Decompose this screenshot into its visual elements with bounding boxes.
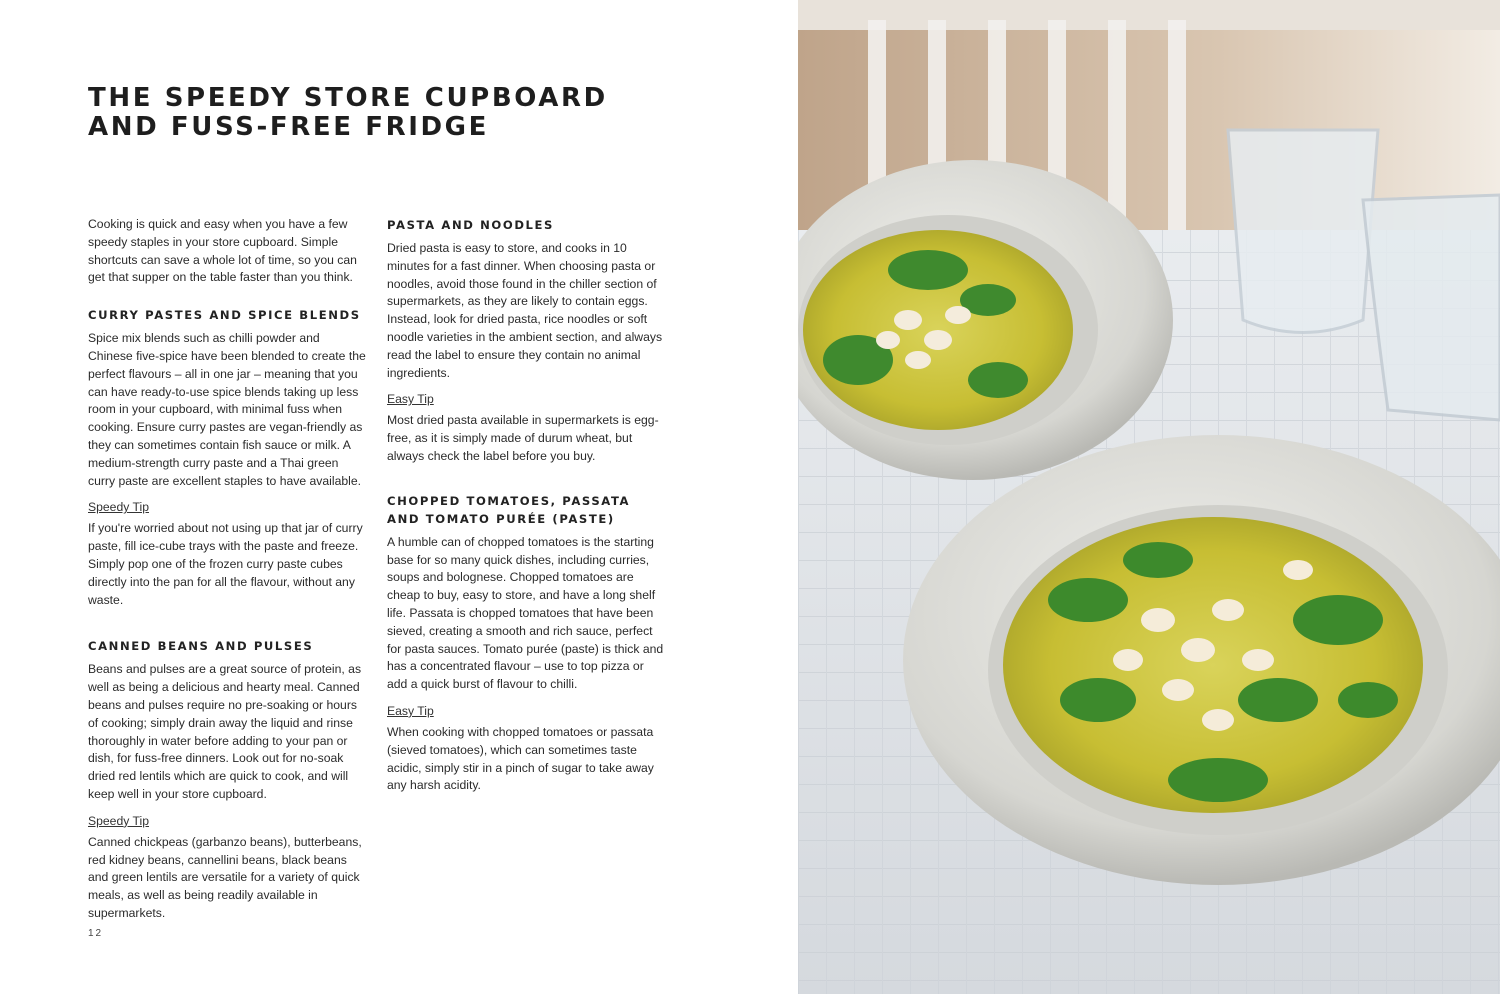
- chair-top-rail: [798, 0, 1500, 30]
- section-tomatoes: [387, 492, 665, 795]
- section-body: A humble can of chopped tomatoes is the starting base for so many quick dishes, including curries, soups and bolognese. Chopped tomatoes are cheap to buy, easy to store, and have a long shelf life. Passata is chopped tomatoes that have been sieved, creating a smooth and rich sauce, perfect for pasta sauces. Tomato purée (paste) is thick and has a concentrated flavour – use to top pizza or add a quick burst of flavour to chilli.: [387, 534, 664, 692]
- tip-label: Easy Tip: [387, 703, 434, 718]
- left-column: [88, 216, 366, 943]
- section-canned-beans: [88, 637, 366, 922]
- tip-label: Easy Tip: [387, 392, 434, 407]
- food-photo-illustration: [798, 0, 1500, 994]
- tip-label: Speedy Tip: [88, 500, 149, 515]
- section-heading: PASTA AND NOODLES: [387, 218, 555, 232]
- page-title-line-1: THE SPEEDY STORE CUPBOARD: [88, 83, 608, 113]
- section-heading: CANNED BEANS AND PULSES: [88, 639, 314, 654]
- food-photo: [798, 0, 1500, 994]
- section-curry-pastes: [88, 306, 366, 609]
- section-body: Dried pasta is easy to store, and cooks in 10 minutes for a fast dinner. When choosing pasta or noodles, avoid those found in the chiller section of supermarkets, as they are likely to contain eggs. Instead, look for dried pasta, rice noodles or soft noodle varieties in the ambient section, and always read the label to ensure they contain no animal ingredients.: [387, 241, 663, 380]
- page-title-line-2: AND FUSS-FREE FRIDGE: [88, 112, 489, 142]
- page-title: [88, 84, 608, 142]
- tip-text: Most dried pasta available in supermarkets is egg-free, as it is simply made of durum wheat, but always check the label before you buy.: [387, 413, 659, 463]
- section-heading: [387, 492, 665, 528]
- section-heading-line-2: AND TOMATO PURÉE (PASTE): [387, 511, 615, 526]
- tip-text: If you're worried about not using up that jar of curry paste, fill ice-cube trays with the paste and freeze. Simply pop one of the frozen curry paste cubes directly into the pan for all the flavour, without any waste.: [88, 521, 363, 607]
- page-number: 12: [88, 928, 104, 939]
- tip-text: When cooking with chopped tomatoes or passata (sieved tomatoes), which can sometimes taste acidic, simply stir in a pinch of sugar to take away any harsh acidity.: [387, 724, 654, 793]
- section-heading-line-1: CHOPPED TOMATOES, PASSATA: [387, 493, 631, 508]
- tip-label: Speedy Tip: [88, 813, 149, 828]
- section-pasta-noodles: [387, 216, 665, 466]
- tip-text: Canned chickpeas (garbanzo beans), butterbeans, red kidney beans, cannellini beans, black beans and green lentils are versatile for a variety of quick meals, as well as being readily available in supermarkets.: [88, 834, 362, 920]
- intro-paragraph: Cooking is quick and easy when you have a few speedy staples in your store cupboard. Simple shortcuts can save a whole lot of time, so you can get that supper on the table faster than you think.: [88, 217, 357, 285]
- section-heading: CURRY PASTES AND SPICE BLENDS: [88, 308, 361, 323]
- section-body: Beans and pulses are a great source of protein, as well as being a delicious and hearty meal. Canned beans and pulses require no pre-soaking or hours of cooking; simply drain away the liquid and rinse thoroughly in water before adding to your pan or dish, for fuss-free dinners. Look out for no-soak dried red lentils which are quick to cook, and will keep well in your store cupboard.: [88, 662, 362, 801]
- section-body: Spice mix blends such as chilli powder and Chinese five-spice have been blended to create the perfect flavours – all in one jar – meaning that you can have ready-to-use spice blends taking up less room in your cupboard, with minimal fuss when cooking. Ensure curry pastes are vegan-friendly as they can sometimes contain fish sauce or milk. A medium-strength curry paste and a Thai green curry paste are excellent staples to have available.: [88, 331, 366, 488]
- right-column: [387, 216, 665, 815]
